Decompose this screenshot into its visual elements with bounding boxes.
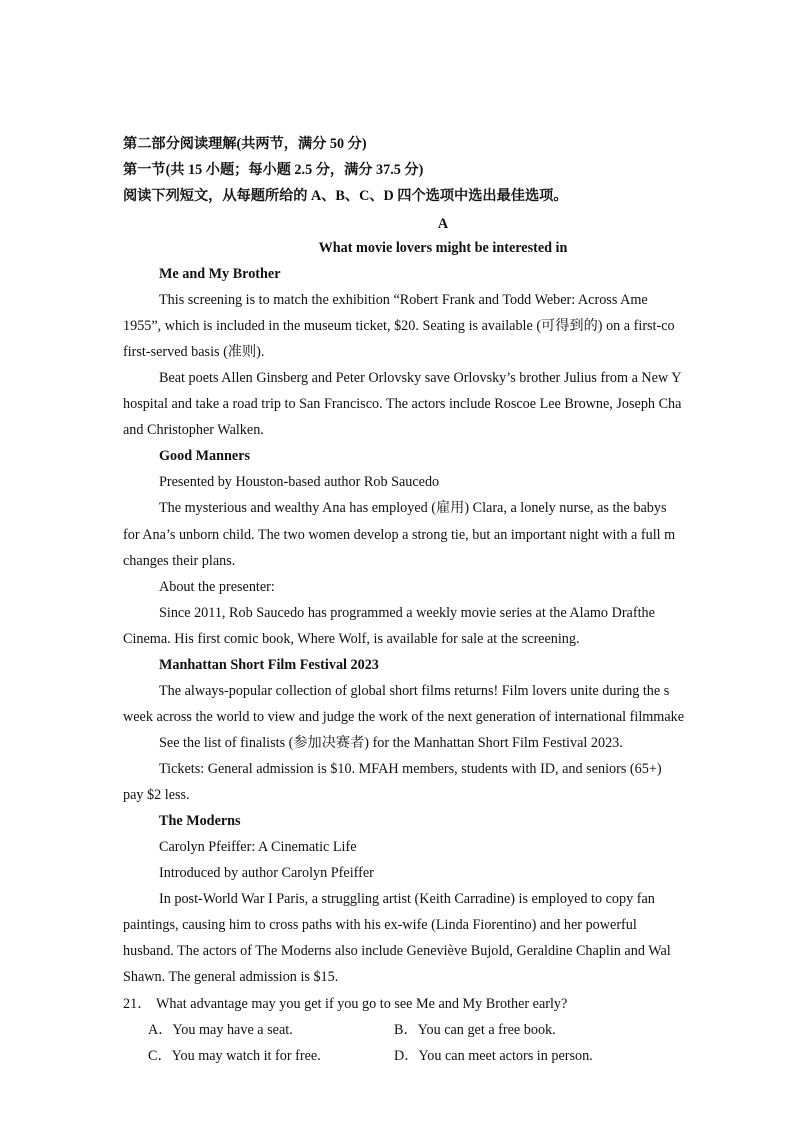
- passage-line: husband. The actors of The Moderns also include Geneviève Bujold, Geraldine Chaplin and Wal: [123, 943, 671, 959]
- passage-line: changes their plans.: [123, 553, 236, 569]
- passage-line: The mysterious and wealthy Ana has employed (雇用) Clara, a lonely nurse, as the babys: [159, 500, 667, 516]
- passage-line: 1955”, which is included in the museum ticket, $20. Seating is available (可得到的) on a first-co: [123, 318, 675, 334]
- passage-line: pay $2 less.: [123, 787, 190, 803]
- passage-line: week across the world to view and judge the work of the next generation of international filmmake: [123, 709, 685, 725]
- passage-line: hospital and take a road trip to San Francisco. The actors include Roscoe Lee Browne, Joseph Cha: [123, 396, 682, 412]
- passage-line: Carolyn Pfeiffer: A Cinematic Life: [159, 839, 357, 855]
- question-text: What advantage may you get if you go to see Me and My Brother early?: [156, 996, 568, 1012]
- option-d: D．You can meet actors in person.: [394, 1048, 593, 1064]
- passage-line: See the list of finalists (参加决赛者) for the Manhattan Short Film Festival 2023.: [159, 735, 623, 751]
- passage-line: Presented by Houston-based author Rob Saucedo: [159, 474, 440, 490]
- passage-letter: A: [437, 216, 449, 232]
- passage-line: first-served basis (准则).: [123, 344, 265, 360]
- part-heading: 第二部分阅读理解(共两节，满分 50 分): [123, 136, 367, 152]
- option-c: C．You may watch it for free.: [148, 1048, 321, 1064]
- passage-line: About the presenter:: [159, 579, 275, 595]
- passage-line: Shawn. The general admission is $15.: [123, 969, 339, 985]
- passage-line: Beat poets Allen Ginsberg and Peter Orlovsky save Orlovsky’s brother Julius from a New Y: [159, 370, 682, 386]
- passage-title: What movie lovers might be interested in: [318, 240, 568, 256]
- passage-line: and Christopher Walken.: [123, 422, 264, 438]
- passage-line: The always-popular collection of global short films returns! Film lovers unite during the s: [159, 683, 670, 699]
- passage-line: Since 2011, Rob Saucedo has programmed a weekly movie series at the Alamo Drafthe: [159, 605, 655, 621]
- passage-line: In post-World War I Paris, a struggling artist (Keith Carradine) is employed to copy fan: [159, 891, 655, 907]
- option-b: B．You can get a free book.: [394, 1022, 556, 1038]
- passage-line: for Ana’s unborn child. The two women develop a strong tie, but an important night with a full m: [123, 527, 676, 543]
- passage-line: This screening is to match the exhibition “Robert Frank and Todd Weber: Across Ame: [159, 292, 648, 308]
- option-a: A．You may have a seat.: [148, 1022, 293, 1038]
- instruction-text: 阅读下列短文，从每题所给的 A、B、C、D 四个选项中选出最佳选项。: [123, 188, 568, 204]
- right-edge-crop: [738, 280, 794, 980]
- passage-line: Cinema. His first comic book, Where Wolf, is available for sale at the screening.: [123, 631, 580, 647]
- question-number: 21．: [123, 996, 152, 1012]
- passage-line: paintings, causing him to cross paths with his ex-wife (Linda Fiorentino) and her powerful: [123, 917, 637, 933]
- passage-line: Introduced by author Carolyn Pfeiffer: [159, 865, 374, 881]
- passage-subheading: The Moderns: [159, 813, 241, 829]
- passage-line: Tickets: General admission is $10. MFAH members, students with ID, and seniors (65+): [159, 761, 662, 777]
- passage-subheading: Good Manners: [159, 448, 251, 464]
- passage-subheading: Me and My Brother: [159, 266, 281, 282]
- section-heading: 第一节(共 15 小题；每小题 2.5 分，满分 37.5 分): [123, 162, 424, 178]
- passage-subheading: Manhattan Short Film Festival 2023: [159, 657, 379, 673]
